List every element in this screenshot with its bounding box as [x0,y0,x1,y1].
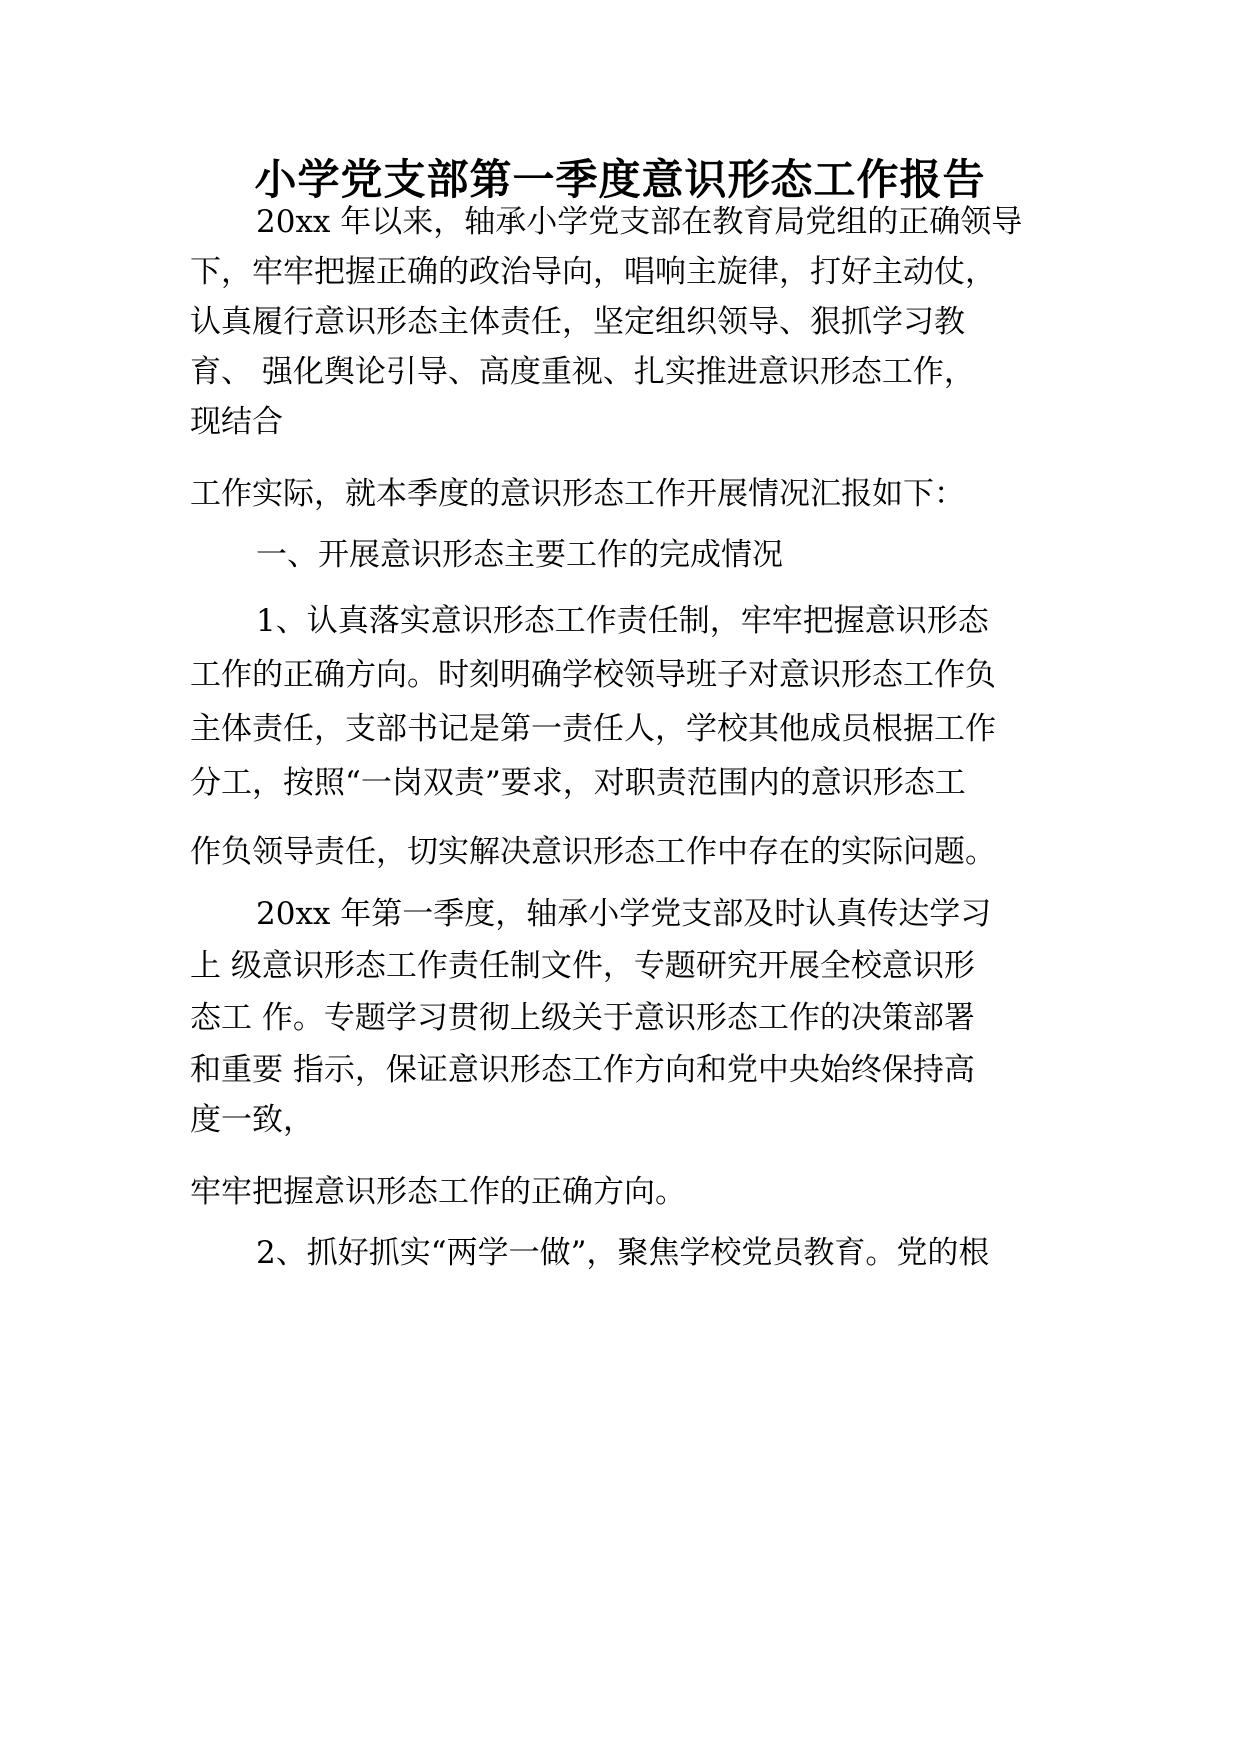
paragraph-line: 2、抓好抓实“两学一做”，聚焦学校党员教育。党的根 [256,1235,990,1271]
paragraph-line: 育、 强化舆论引导、高度重视、扎实推进意识形态工作， [190,354,975,390]
paragraph-line: 认真履行意识形态主体责任，坚定组织领导、狠抓学习教 [190,304,965,340]
paragraph-line: 主体责任，支部书记是第一责任人，学校其他成员根据工作 [190,711,996,747]
paragraph-line: 1、认真落实意识形态工作责任制，牢牢把握意识形态 [256,603,989,639]
section-heading: 一、开展意识形态主要工作的完成情况 [256,537,783,573]
paragraph-line: 态工 作。专题学习贯彻上级关于意识形态工作的决策部署 [190,1000,975,1036]
paragraph-line: 现结合 [190,404,283,440]
paragraph-line: 和重要 指示，保证意识形态工作方向和党中央始终保持高 [190,1052,975,1088]
paragraph-line: 上 级意识形态工作责任制文件，专题研究开展全校意识形 [190,948,975,984]
paragraph-line: 牢牢把握意识形态工作的正确方向。 [190,1174,686,1210]
paragraph-line: 20xx 年第一季度，轴承小学党支部及时认真传达学习 [256,896,992,932]
paragraph-line: 度一致， [190,1102,314,1138]
paragraph-line: 分工，按照“一岗双责”要求，对职责范围内的意识形态工 [190,765,966,801]
paragraph-line: 20xx 年以来，轴承小学党支部在教育局党组的正确领导 [256,204,1023,240]
paragraph-line: 下，牢牢把握正确的政治导向，唱响主旋律，打好主动仗， [190,254,996,290]
paragraph-line: 工作的正确方向。时刻明确学校领导班子对意识形态工作负 [190,657,996,693]
paragraph-line: 工作实际，就本季度的意识形态工作开展情况汇报如下： [190,476,965,512]
document-title: 小学党支部第一季度意识形态工作报告 [254,155,986,204]
paragraph-line: 作负领导责任，切实解决意识形态工作中存在的实际问题。 [190,834,996,870]
